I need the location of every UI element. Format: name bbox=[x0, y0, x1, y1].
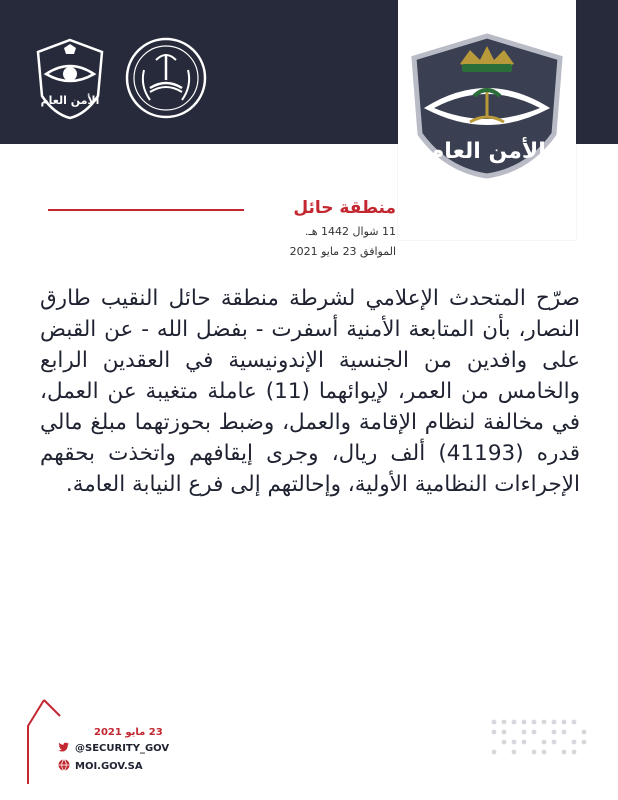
public-security-badge-icon bbox=[404, 30, 570, 180]
twitter-icon bbox=[58, 741, 70, 756]
accent-divider bbox=[48, 209, 244, 211]
ministry-emblem-icon bbox=[124, 36, 208, 120]
gregorian-date: الموافق 23 مايو 2021 bbox=[289, 245, 396, 258]
twitter-handle: @SECURITY_GOV bbox=[75, 743, 170, 754]
footer-website[interactable] bbox=[58, 759, 143, 774]
header-logos bbox=[34, 36, 208, 120]
svg-text:الأمن العام: الأمن العام bbox=[40, 94, 100, 107]
globe-icon bbox=[58, 759, 70, 774]
decorative-dots-icon bbox=[488, 716, 588, 760]
region-title: منطقة حائل bbox=[293, 198, 396, 218]
svg-text:الأمن العام: الأمن العام bbox=[428, 139, 546, 164]
public-security-badge-card bbox=[398, 0, 576, 240]
announcement-body: صرّح المتحدث الإعلامي لشرطة منطقة حائل النقيب طارق النصار، بأن المتابعة الأمنية أسفرت - بفضل الله - عن القبض على وافدين من الجنسية الإندونيسية في العقدين الرابع والخامس من العمر، لإيوائهما (11) عاملة متغيبة عن العمل، في مخالفة لنظام الإقامة والعمل، وضبط بحوزتهما مبلغ مالي قدره (41193) ألف ريال، وجرى إيقافهم واتخذت بحقهم الإجراءات النظامية الأولية، وإحالتهم إلى فرع النيابة العامة. bbox=[40, 286, 581, 497]
hijri-date: 11 شوال 1442 هـ. bbox=[305, 225, 396, 238]
website-url: MOI.GOV.SA bbox=[75, 761, 143, 772]
public-security-logo-icon bbox=[34, 36, 106, 120]
footer-twitter[interactable] bbox=[58, 741, 169, 756]
footer-date: 23 مايو 2021 bbox=[94, 727, 163, 738]
